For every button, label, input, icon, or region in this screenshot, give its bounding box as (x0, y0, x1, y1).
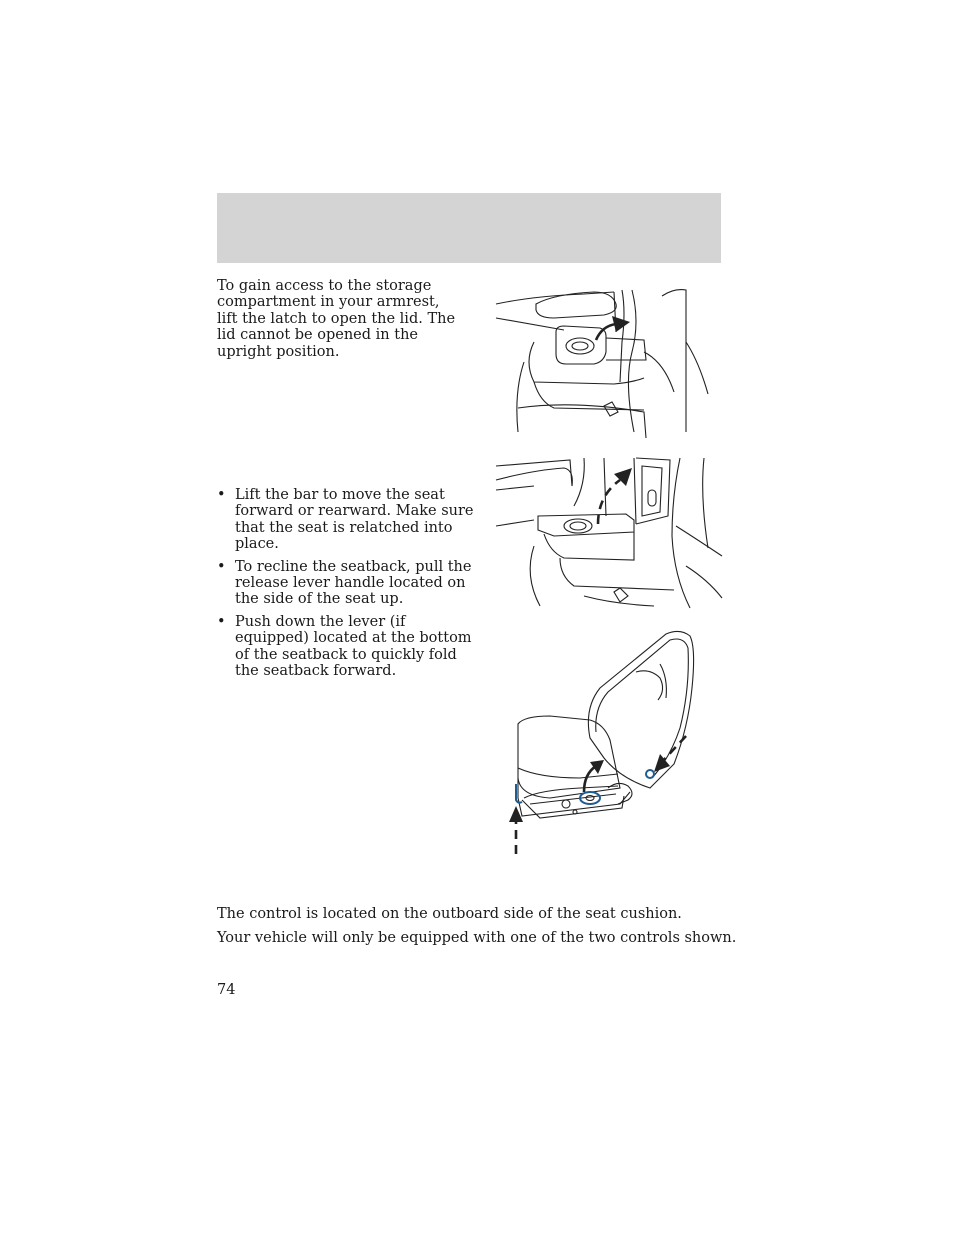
seat-adjustment-bullets (217, 487, 475, 685)
armrest-lid-illustration (494, 456, 724, 612)
control-location-text: The control is located on the outboard side of the seat cushion. (217, 906, 682, 922)
bullet-text-fold-lever: Push down the lever (if equipped) located at the bottom of the seatback to quickly fold the seatback forward. (235, 613, 472, 680)
section-header-band (217, 193, 721, 263)
bullet-symbol: • (217, 613, 226, 630)
list-item (217, 559, 475, 608)
armrest-paragraph: To gain access to the storage compartment in your armrest, lift the latch to open the lid. The lid cannot be opened in the upright position. (217, 278, 456, 360)
bullet-text-recline: To recline the seatback, pull the release lever handle located on the side of the seat up. (235, 558, 472, 608)
equipped-note-text: Your vehicle will only be equipped with one of the two controls shown. (217, 930, 737, 946)
armrest-latch-illustration (494, 282, 719, 440)
bullet-symbol: • (217, 558, 226, 575)
bullet-text-seat-bar: Lift the bar to move the seat forward or rearward. Make sure that the seat is relatched into place. (235, 487, 474, 553)
bullet-symbol: • (217, 487, 226, 503)
seat-controls-illustration (500, 628, 700, 858)
page-number: 74 (217, 982, 236, 998)
list-item (217, 487, 475, 553)
list-item (217, 614, 475, 680)
